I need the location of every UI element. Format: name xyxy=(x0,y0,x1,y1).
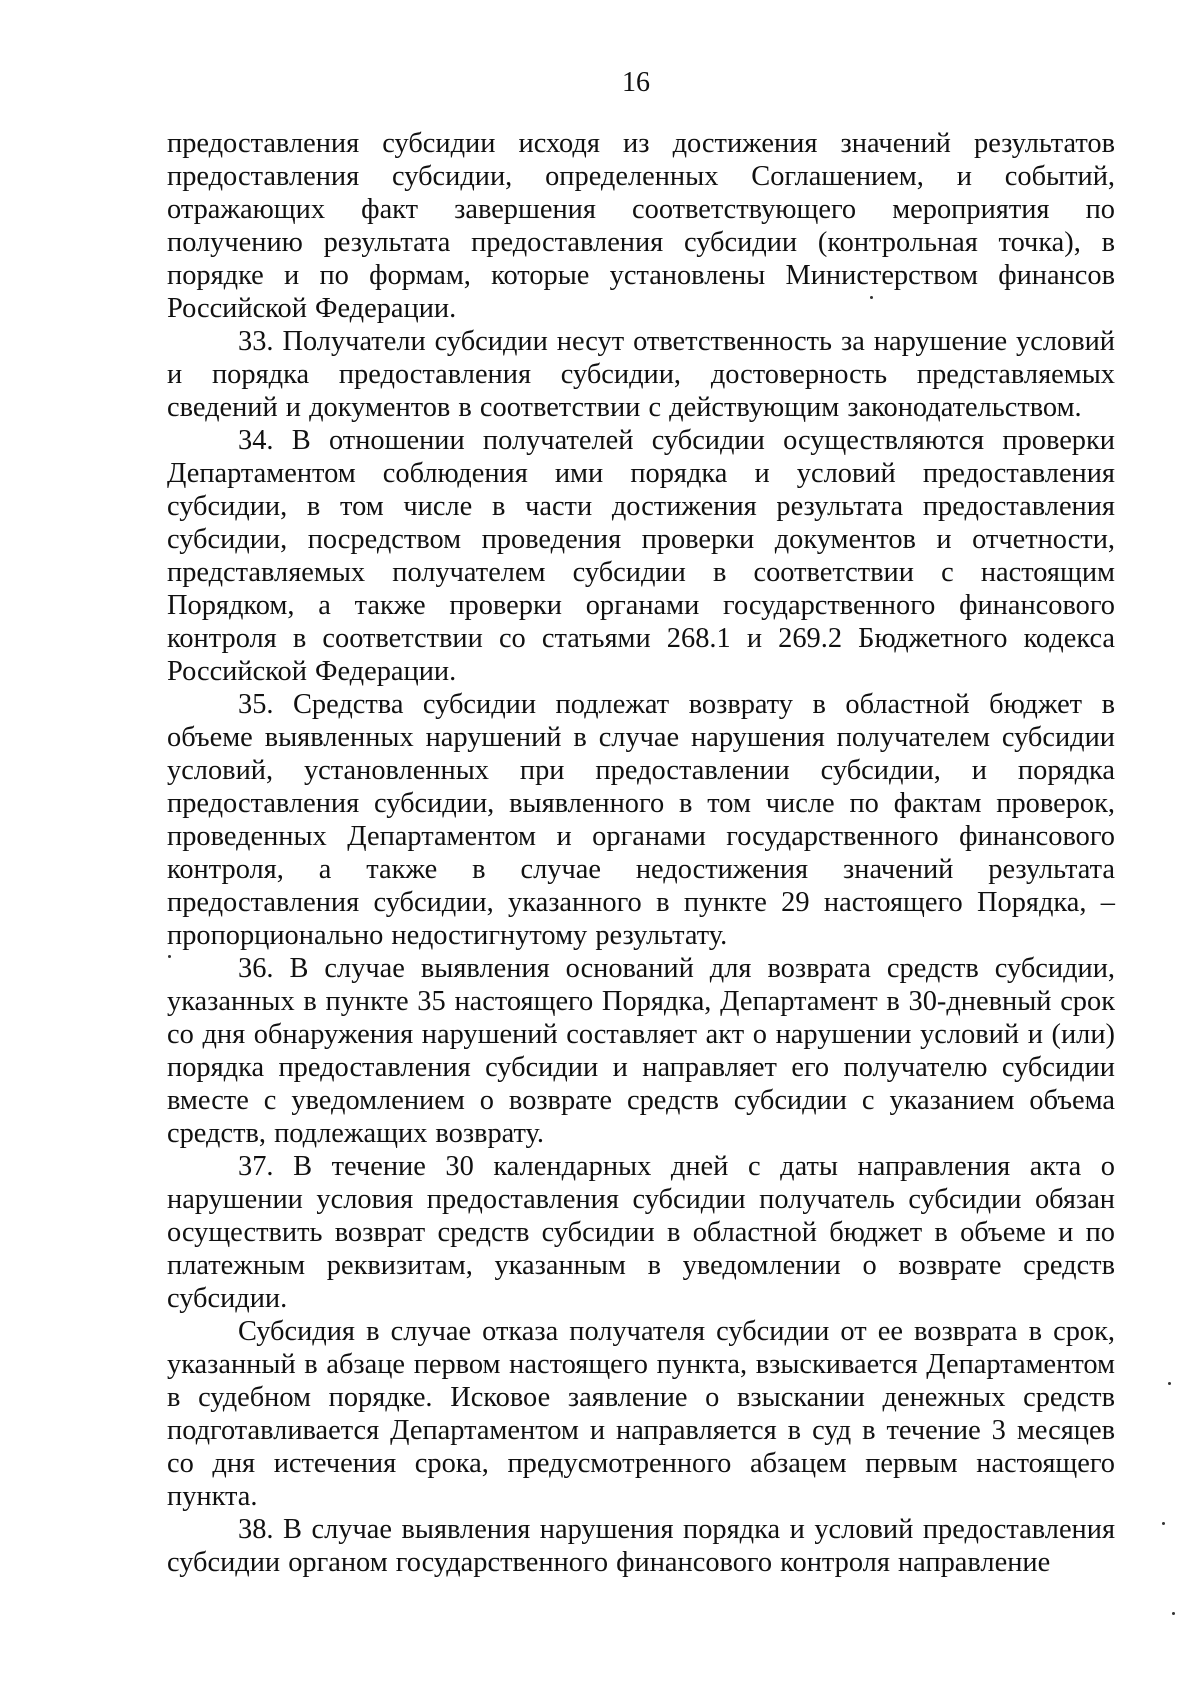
scan-speck xyxy=(870,296,873,299)
paragraph-33: 33. Получатели субсидии несут ответственность за нарушение условий и порядка предоставления субсидии, достоверность представляемых сведений и документов в соответствии с действующим законодательством. xyxy=(167,326,1115,423)
document-body xyxy=(167,127,1115,1579)
scan-speck xyxy=(1172,1612,1175,1615)
scan-speck xyxy=(1162,1522,1165,1525)
scan-speck xyxy=(1168,1382,1171,1385)
paragraph-34: 34. В отношении получателей субсидии осуществляются проверки Департаментом соблюдения ими порядка и условий предоставления субсидии, в том числе в части достижения результата предоставления субсидии, посредством проведения проверки документов и отчетности, представляемых получателем субсидии в соответствии с настоящим Порядком, а также проверки органами государственного финансового контроля в соответствии со статьями 268.1 и 269.2 Бюджетного кодекса Российской Федерации. xyxy=(167,425,1115,687)
paragraph-36: 36. В случае выявления оснований для возврата средств субсидии, указанных в пункте 35 настоящего Порядка, Департамент в 30-дневный срок со дня обнаружения нарушений составляет акт о нарушении условий и (или) порядка предоставления субсидии и направляет его получателю субсидии вместе с уведомлением о возврате средств субсидии с указанием объема средств, подлежащих возврату. xyxy=(167,953,1115,1149)
paragraph-continuation: предоставления субсидии исходя из достижения значений результатов предоставления субсидии, определенных Соглашением, и событий, отражающих факт завершения соответствующего мероприятия по получению результата предоставления субсидии (контрольная точка), в порядке и по формам, которые установлены Министерством финансов Российской Федерации. xyxy=(167,128,1115,324)
paragraph-37: 37. В течение 30 календарных дней с даты направления акта о нарушении условия предоставления субсидии получатель субсидии обязан осуществить возврат средств субсидии в областной бюджет в объеме и по платежным реквизитам, указанным в уведомлении о возврате средств субсидии. xyxy=(167,1151,1115,1314)
scan-speck xyxy=(168,955,171,958)
paragraph-38: 38. В случае выявления нарушения порядка и условий предоставления субсидии органом государственного финансового контроля направление xyxy=(167,1514,1115,1578)
paragraph-37-part-2: Субсидия в случае отказа получателя субсидии от ее возврата в срок, указанный в абзаце первом настоящего пункта, взыскивается Департаментом в судебном порядке. Исковое заявление о взыскании денежных средств подготавливается Департаментом и направляется в суд в течение 3 месяцев со дня истечения срока, предусмотренного абзацем первым настоящего пункта. xyxy=(167,1316,1115,1512)
paragraph-35: 35. Средства субсидии подлежат возврату в областной бюджет в объеме выявленных нарушений в случае нарушения получателем субсидии условий, установленных при предоставлении субсидии, и порядка предоставления субсидии, выявленного в том числе по фактам проверок, проведенных Департаментом и органами государственного финансового контроля, а также в случае недостижения значений результата предоставления субсидии, указанного в пункте 29 настоящего Порядка, – пропорционально недостигнутому результату. xyxy=(167,689,1115,951)
page-number: 16 xyxy=(622,67,650,98)
